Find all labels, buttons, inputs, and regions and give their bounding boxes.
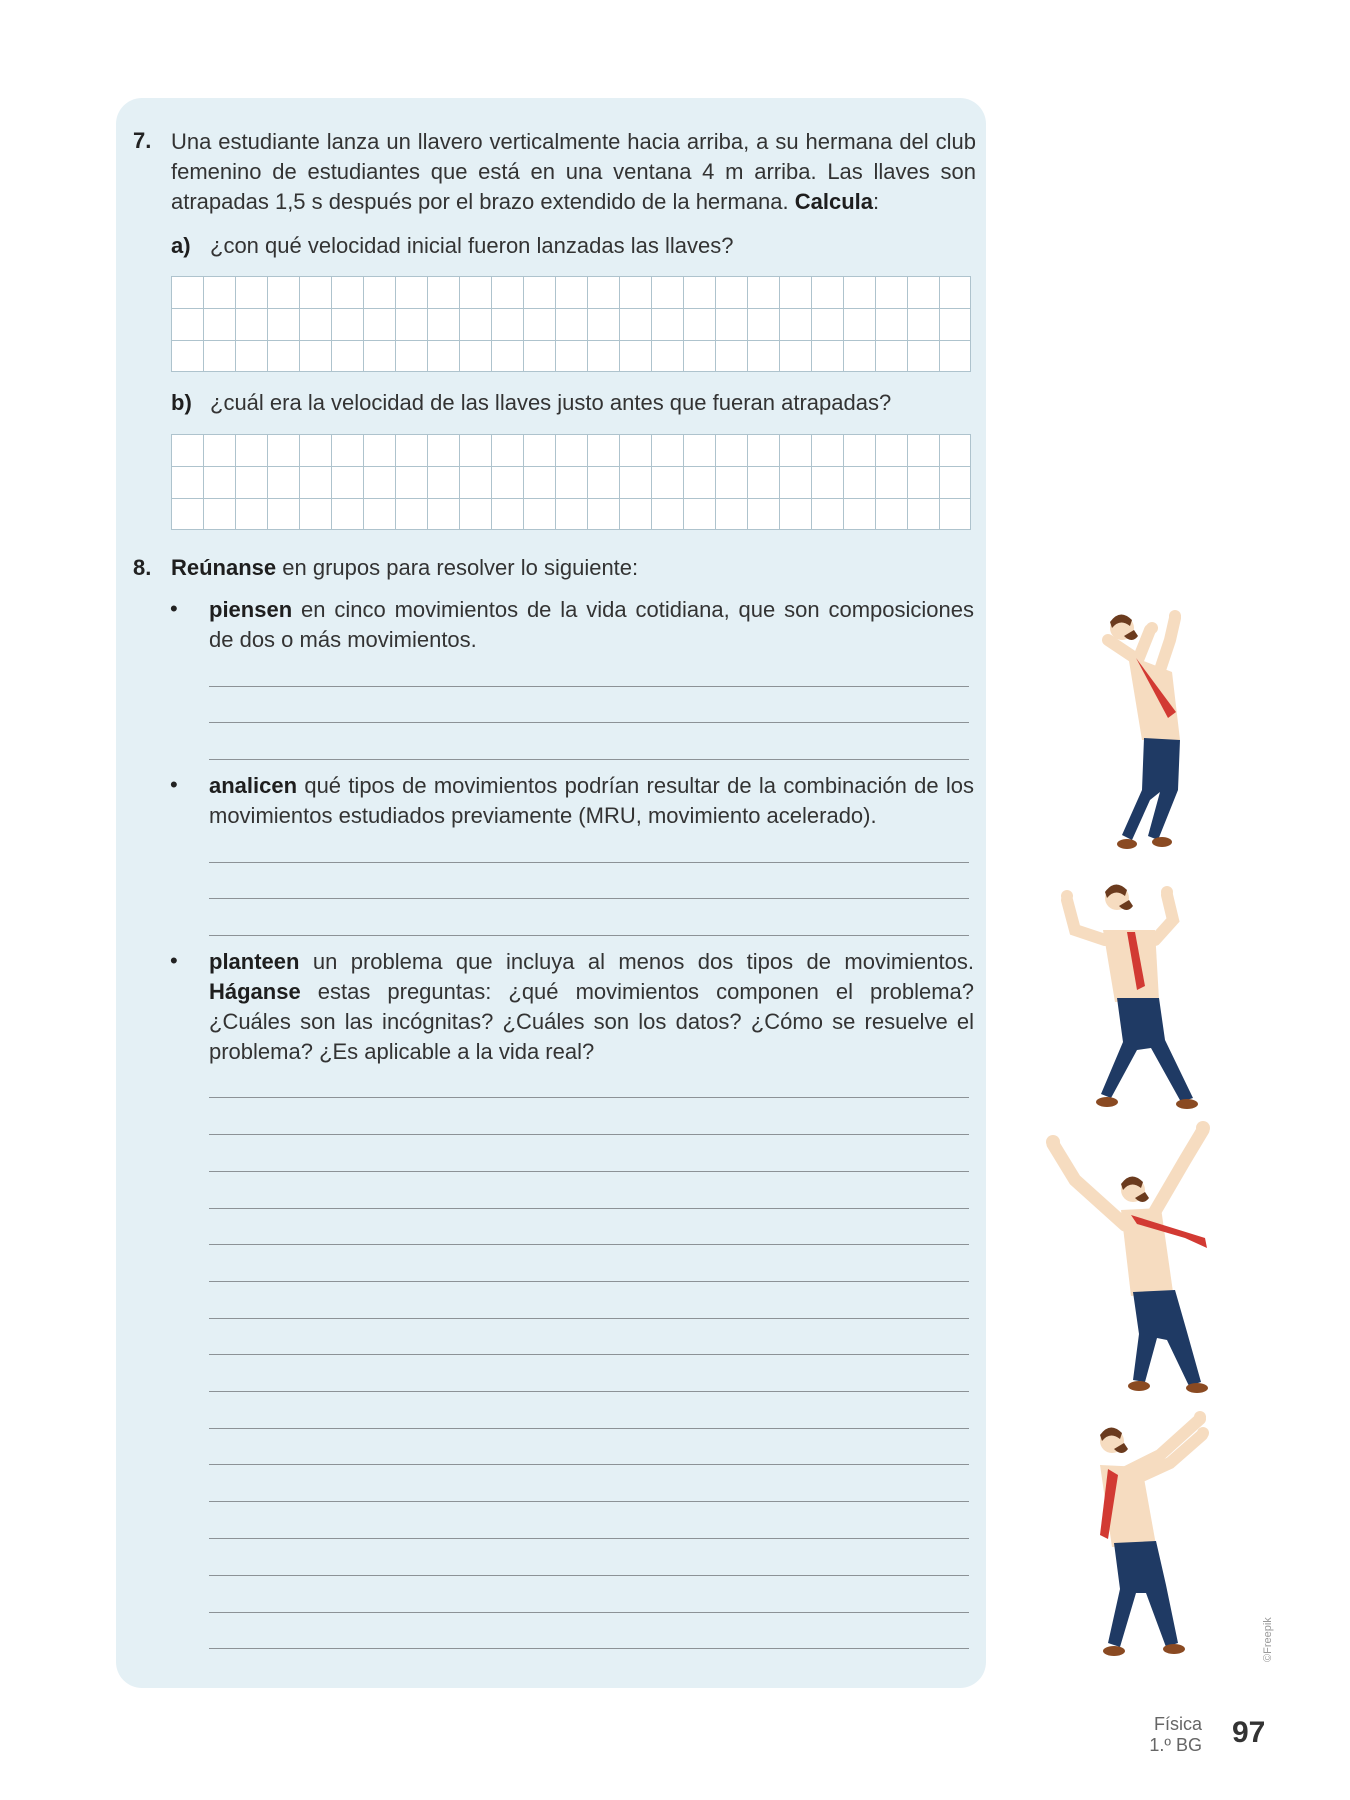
question-8-item-1 xyxy=(209,595,974,655)
answer-grid-7a[interactable] xyxy=(171,276,971,372)
dancing-man-illustration-4 xyxy=(1060,1405,1230,1675)
bullet-3: • xyxy=(170,948,178,973)
question-8-item-2 xyxy=(209,771,974,831)
image-credit: ©Freepik xyxy=(1262,1617,1274,1662)
question-7b xyxy=(171,388,192,418)
figure-4 xyxy=(1100,1411,1209,1656)
answer-line[interactable] xyxy=(209,1208,969,1209)
question-7b-text: ¿cuál era la velocidad de las llaves justo antes que fueran atrapadas? xyxy=(210,390,892,415)
bullet-1: • xyxy=(170,596,178,621)
answer-line[interactable] xyxy=(209,1281,969,1282)
page-number: 97 xyxy=(1232,1716,1266,1749)
question-8-lead xyxy=(171,553,638,583)
footer-subject: Física xyxy=(1153,1714,1202,1734)
item-2-bold: analicen xyxy=(209,773,298,798)
answer-line[interactable] xyxy=(209,1428,969,1429)
footer-grade: 1.º BG xyxy=(1149,1735,1202,1755)
dancing-man-illustration-2 xyxy=(1055,870,1225,1120)
answer-line[interactable] xyxy=(209,1318,969,1319)
answer-line[interactable] xyxy=(209,1648,969,1649)
question-7-instruction: Calcula xyxy=(794,189,874,214)
answer-line[interactable] xyxy=(209,898,969,899)
answer-line[interactable] xyxy=(209,1464,969,1465)
answer-line[interactable] xyxy=(209,722,969,723)
item-3-text-2: estas preguntas: ¿qué movimientos componen el problema? ¿Cuáles son las incógnitas? ¿Cuáles son los datos? ¿Cómo se resuelve el problema? ¿Es aplicable a la vida real? xyxy=(209,979,974,1064)
answer-line[interactable] xyxy=(209,1501,969,1502)
question-8-lead-bold: Reúnanse xyxy=(171,555,277,580)
question-7-text xyxy=(171,127,976,217)
answer-line[interactable] xyxy=(209,1354,969,1355)
answer-grid-7b[interactable] xyxy=(171,434,971,530)
question-7-colon: : xyxy=(873,189,880,214)
answer-line[interactable] xyxy=(209,1612,969,1613)
answer-line[interactable] xyxy=(209,1097,969,1098)
figure-2 xyxy=(1061,884,1198,1109)
question-8-item-3 xyxy=(209,947,974,1067)
bullet-2: • xyxy=(170,772,178,797)
question-7b-label: b) xyxy=(171,390,192,415)
answer-line[interactable] xyxy=(209,1538,969,1539)
question-8-number: 8. xyxy=(133,555,152,580)
answer-line[interactable] xyxy=(209,1244,969,1245)
dancing-man-illustration-1 xyxy=(1080,600,1220,860)
item-1-bold: piensen xyxy=(209,597,293,622)
answer-line[interactable] xyxy=(209,1134,969,1135)
answer-line[interactable] xyxy=(209,686,969,687)
answer-line[interactable] xyxy=(209,1171,969,1172)
item-2-text: qué tipos de movimientos podrían resultar de la combinación de los movimientos estudiados previamente (MRU, movimiento acelerado). xyxy=(209,773,974,828)
question-7a-label: a) xyxy=(171,233,191,258)
answer-line[interactable] xyxy=(209,1575,969,1576)
answer-line[interactable] xyxy=(209,1391,969,1392)
answer-line[interactable] xyxy=(209,759,969,760)
question-7-statement: Una estudiante lanza un llavero verticalmente hacia arriba, a su hermana del club femenino de estudiantes que está en una ventana 4 m arriba. Las llaves son atrapadas 1,5 s después por el brazo extendido de la hermana. xyxy=(171,129,976,214)
figure-3 xyxy=(1046,1121,1210,1393)
answer-line[interactable] xyxy=(209,935,969,936)
item-1-text: en cinco movimientos de la vida cotidiana, que son composiciones de dos o más movimientos. xyxy=(209,597,974,652)
dancing-man-illustration-3 xyxy=(1035,1120,1235,1410)
question-7a xyxy=(171,231,191,261)
item-3-bold-2: Háganse xyxy=(209,979,301,1004)
item-3-bold: planteen xyxy=(209,949,300,974)
question-8-lead-rest: en grupos para resolver lo siguiente: xyxy=(276,555,639,580)
question-7-number: 7. xyxy=(133,128,152,153)
item-3-text: un problema que incluya al menos dos tipos de movimientos. xyxy=(299,949,974,974)
question-7a-text: ¿con qué velocidad inicial fueron lanzadas las llaves? xyxy=(210,233,734,258)
answer-line[interactable] xyxy=(209,862,969,863)
figure-1 xyxy=(1108,610,1181,849)
